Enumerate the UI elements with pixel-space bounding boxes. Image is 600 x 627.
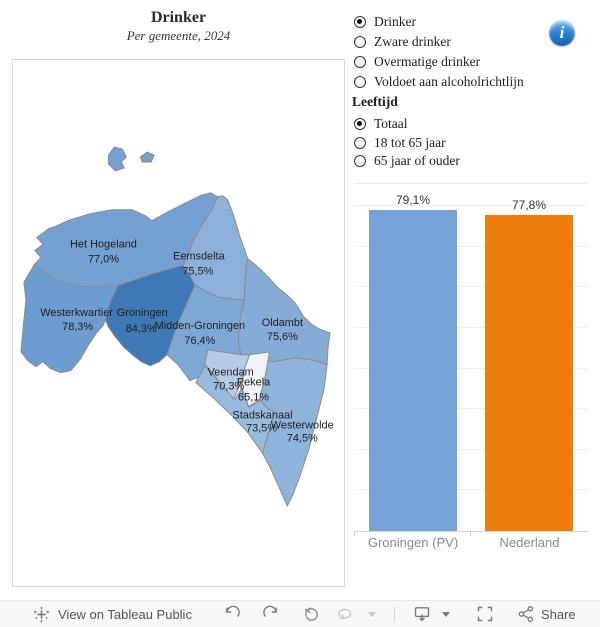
page-title: Drinker <box>150 9 207 26</box>
map-value-stadskanaal: 73,5% <box>246 422 277 435</box>
info-icon[interactable]: i <box>549 20 575 46</box>
radio-icon[interactable] <box>354 36 366 48</box>
map-value-midden-groningen: 76,4% <box>184 334 216 347</box>
map-label-het-hogeland: Het Hogeland <box>70 238 137 251</box>
map-label-groningen: Groningen <box>116 307 168 320</box>
bar-value-groningen-pv: 79,1% <box>395 193 431 207</box>
toolbar-divider <box>394 607 395 622</box>
map-label-stadskanaal: Stadskanaal <box>232 409 293 422</box>
radio-icon[interactable] <box>354 155 366 167</box>
undo-icon[interactable] <box>222 604 242 624</box>
map-island[interactable] <box>140 152 154 162</box>
radio-option-overmatige-drinker[interactable] <box>354 52 524 72</box>
refresh-icon[interactable] <box>336 604 356 624</box>
map-value-oldambt: 75,6% <box>266 330 298 343</box>
tableau-logo-icon[interactable] <box>33 606 50 623</box>
radio-label: Totaal <box>374 116 408 132</box>
map-value-veendam: 70,3% <box>213 380 245 393</box>
title-block <box>12 8 345 44</box>
share-icon[interactable] <box>516 604 536 624</box>
radio-label: Voldoet aan alcoholrichtlijn <box>374 74 524 89</box>
radio-option-65-jaar-of-ouder[interactable] <box>354 152 460 171</box>
radio-icon[interactable] <box>354 16 366 28</box>
map-value-eemsdelta: 75,5% <box>182 265 214 278</box>
radio-icon[interactable] <box>354 118 366 130</box>
radio-option-zware-drinker[interactable] <box>354 32 524 52</box>
bar-nederland-wrap <box>485 198 573 531</box>
radio-option-totaal[interactable] <box>354 115 460 134</box>
x-axis-label-groningen-pv: Groningen (PV) <box>367 535 459 550</box>
drink-type-filter <box>354 12 524 92</box>
map-label-westerkwartier: Westerkwartier <box>40 307 113 320</box>
map-value-groningen: 84,3% <box>125 322 157 335</box>
page-subtitle: Per gemeente, 2024 <box>126 28 231 43</box>
map-region-oldambt[interactable] <box>239 258 330 364</box>
map-label-westerwolde: Westerwolde <box>270 419 334 432</box>
radio-option-drinker[interactable] <box>354 12 524 32</box>
leeftijd-section-label: Leeftijd <box>352 94 398 109</box>
download-icon[interactable] <box>412 604 432 624</box>
radio-label: 65 jaar of ouder <box>374 153 460 169</box>
share-button-label[interactable]: Share <box>540 606 576 622</box>
radio-label: Drinker <box>374 14 416 29</box>
bar-nederland[interactable] <box>485 215 573 531</box>
fullscreen-icon[interactable] <box>475 604 495 624</box>
radio-label: 18 tot 65 jaar <box>374 134 446 150</box>
map-label-veendam: Veendam <box>207 366 254 379</box>
map-value-het-hogeland: 77,0% <box>87 253 119 266</box>
map-label-pekela: Pekela <box>236 376 271 389</box>
radio-option-voldoet-aan-alcoholrichtlijn[interactable] <box>354 72 524 92</box>
radio-icon[interactable] <box>354 76 366 88</box>
bar-groningen-pv-wrap <box>369 193 457 531</box>
radio-icon[interactable] <box>354 56 366 68</box>
map-label-midden-groningen: Midden-Groningen <box>154 319 246 332</box>
groningen-municipality-map <box>13 60 344 586</box>
redo-icon[interactable] <box>261 604 281 624</box>
map-panel <box>12 59 345 587</box>
map-island[interactable] <box>108 147 126 171</box>
map-value-westerwolde: 74,5% <box>286 432 318 445</box>
map-value-pekela: 65,1% <box>238 391 270 404</box>
revert-icon[interactable] <box>301 604 321 624</box>
download-dropdown-caret-icon[interactable] <box>442 612 450 617</box>
refresh-dropdown-caret-icon[interactable] <box>368 612 376 617</box>
tableau-toolbar <box>0 600 600 627</box>
map-label-oldambt: Oldambt <box>261 316 304 329</box>
leeftijd-filter <box>354 115 460 171</box>
x-axis-label-nederland: Nederland <box>499 535 560 550</box>
radio-icon[interactable] <box>354 137 366 149</box>
map-value-westerkwartier: 78,3% <box>62 320 94 333</box>
x-axis-labels <box>354 535 587 551</box>
bar-value-nederland: 77,8% <box>511 198 547 212</box>
view-on-tableau-public-link[interactable]: View on Tableau Public <box>58 606 192 622</box>
comparison-bar-chart <box>354 183 587 532</box>
radio-label: Zware drinker <box>374 34 451 49</box>
radio-option-18-tot-65-jaar[interactable] <box>354 134 460 153</box>
map-label-eemsdelta: Eemsdelta <box>173 250 225 263</box>
bar-groningen-pv[interactable] <box>369 210 457 531</box>
radio-label: Overmatige drinker <box>374 54 481 69</box>
